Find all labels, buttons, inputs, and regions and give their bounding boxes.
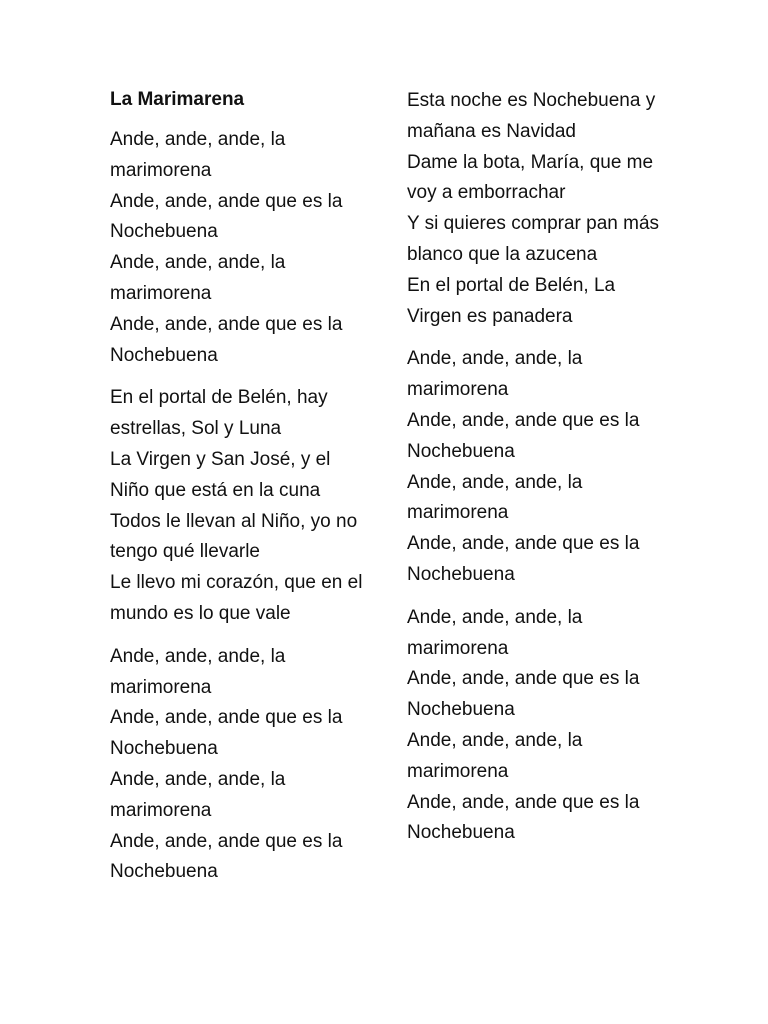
lyric-line: Ande, ande, ande que es la Nochebuena <box>407 668 640 721</box>
lyric-line: Ande, ande, ande que es la Nochebuena <box>407 409 640 462</box>
stanza-right-1 <box>407 86 667 332</box>
lyric-line: La Virgen y San José, y el Niño que está en la cuna <box>110 448 331 501</box>
stanza-left-1 <box>110 125 370 371</box>
lyric-line: Ande, ande, ande, la marimorena <box>110 252 286 304</box>
lyric-line: En el portal de Belén, hay estrellas, Sol y Luna <box>110 387 328 440</box>
lyric-line: Esta noche es Nochebuena y mañana es Navidad <box>407 90 656 142</box>
lyric-line: Ande, ande, ande, la marimorena <box>110 129 286 181</box>
lyric-line: Ande, ande, ande que es la Nochebuena <box>110 707 343 760</box>
lyric-line: Ande, ande, ande que es la Nochebuena <box>407 791 640 844</box>
lyric-line: Ande, ande, ande, la marimorena <box>110 645 286 698</box>
lyric-line: Ande, ande, ande que es la Nochebuena <box>110 313 343 366</box>
stanza-right-2 <box>407 344 667 590</box>
lyric-line: En el portal de Belén, La Virgen es panadera <box>407 274 616 327</box>
lyric-line: Ande, ande, ande que es la Nochebuena <box>110 830 343 883</box>
lyric-line: Todos le llevan al Niño, yo no tengo qué llevarle <box>110 510 358 563</box>
lyric-line: Ande, ande, ande que es la Nochebuena <box>110 190 343 243</box>
left-column <box>110 86 370 900</box>
lyric-line: Le llevo mi corazón, que en el mundo es lo que vale <box>110 572 363 624</box>
stanza-right-3 <box>407 603 667 849</box>
lyric-line: Ande, ande, ande, la marimorena <box>407 606 583 659</box>
lyric-line: Ande, ande, ande, la marimorena <box>407 348 583 401</box>
lyric-line: Ande, ande, ande, la marimorena <box>110 768 286 821</box>
stanza-left-3 <box>110 642 370 888</box>
lyric-line: Dame la bota, María, que me voy a emborrachar <box>407 151 654 204</box>
lyric-line: Ande, ande, ande que es la Nochebuena <box>407 533 640 585</box>
stanza-left-2 <box>110 383 370 629</box>
lyric-line: Y si quieres comprar pan más blanco que la azucena <box>407 213 660 265</box>
right-column <box>407 86 667 861</box>
lyric-line: Ande, ande, ande, la marimorena <box>407 471 583 524</box>
lyric-line: Ande, ande, ande, la marimorena <box>407 729 583 782</box>
song-title: La Marimarena <box>110 89 245 110</box>
